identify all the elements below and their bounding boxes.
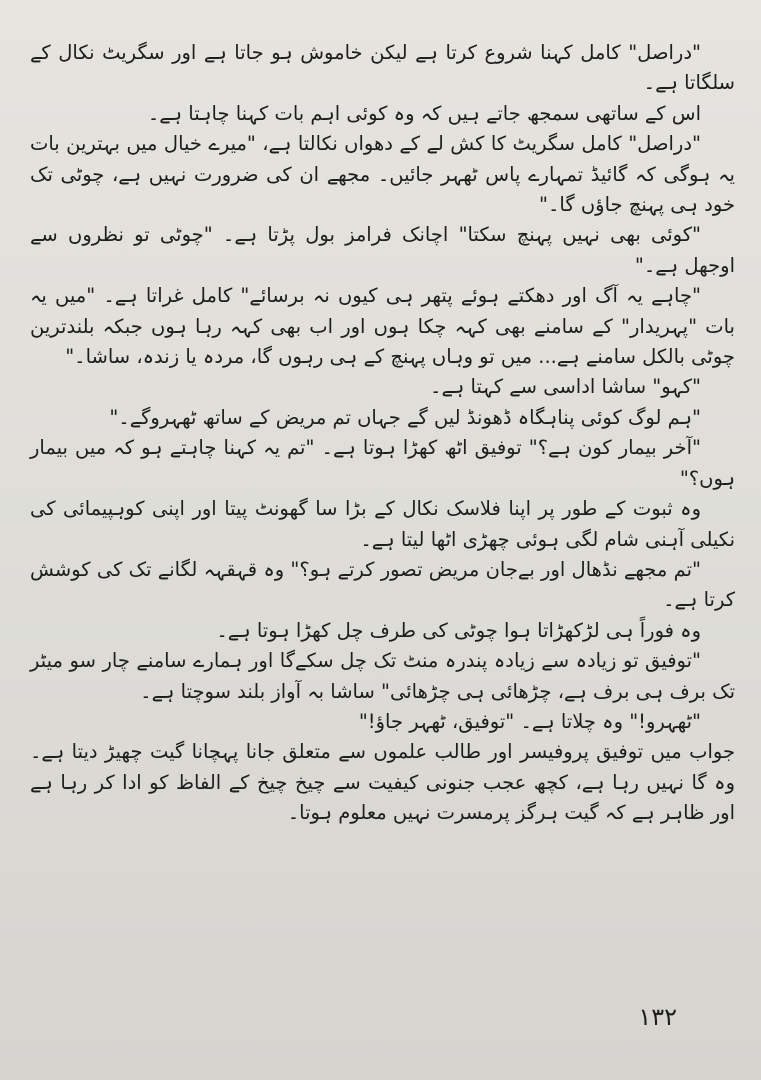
paragraph-6: "کہو" ساشا اداسی سے کہتا ہے۔ xyxy=(430,375,701,399)
paragraph-3: "دراصل" کامل سگریٹ کا کش لے کے دھواں نکالتا ہے، "میرے خیال میں بہترین بات یہ ہوگی کہ گائیڈ تمہارے پاس ٹھہر جائیں۔ مجھے ان کی ضرورت نہیں ہے، چوٹی تک خود ہی پہنچ جاؤں گا۔" xyxy=(30,132,735,217)
paragraph-2: اس کے ساتھی سمجھ جاتے ہیں کہ وہ کوئی اہم بات کہنا چاہتا ہے۔ xyxy=(147,101,701,125)
paragraph-7: "ہم لوگ کوئی پناہگاہ ڈھونڈ لیں گے جہاں تم مریض کے ساتھ ٹھہروگے۔" xyxy=(109,405,701,429)
paragraph-11: وہ فوراً ہی لڑکھڑاتا ہوا چوٹی کی طرف چل کھڑا ہوتا ہے۔ xyxy=(216,618,701,642)
paragraph-5: "چاہے یہ آگ اور دھکتے ہوئے پتھر ہی کیوں نہ برسائے" کامل غراتا ہے۔ "میں یہ بات "پہریدار" کے سامنے بھی کہہ چکا ہوں اور اب بھی کہہ رہا ہوں جبکہ بلندترین چوٹی بالکل سامنے ہے... میں تو وہاں پہنچ کے ہی رہوں گا، مردہ یا زندہ، ساشا۔" xyxy=(30,284,735,369)
paragraph-8: "آخر بیمار کون ہے؟" توفیق اٹھ کھڑا ہوتا ہے۔ "تم یہ کہنا چاہتے ہو کہ میں بیمار ہوں؟" xyxy=(30,436,735,490)
paragraph-9: وہ ثبوت کے طور پر اپنا فلاسک نکال کے بڑا سا گھونٹ پیتا اور اپنی کوہپیمائی کی نکیلی آہنی شام لگی ہوئی چھڑی اٹھا لیتا ہے۔ xyxy=(30,497,735,551)
paragraph-1: "دراصل" کامل کہنا شروع کرتا ہے لیکن خاموش ہو جاتا ہے اور سگریٹ نکال کے سلگاتا ہے۔ xyxy=(30,41,735,95)
paragraph-4: "کوئی بھی نہیں پہنچ سکتا" اچانک فرامز بول پڑتا ہے۔ "چوٹی تو نظروں سے اوجھل ہے۔" xyxy=(30,223,735,277)
page-text xyxy=(30,38,735,829)
paragraph-13: "ٹھہرو!" وہ چلاتا ہے۔ "توفیق، ٹھہر جاؤ!" xyxy=(358,709,701,733)
paragraph-10: "تم مجھے نڈھال اور بےجان مریض تصور کرتے ہو؟" وہ قہقہہ لگانے تک کی کوشش کرتا ہے۔ xyxy=(30,557,735,612)
page-number: ۱۳۲ xyxy=(638,1003,677,1031)
paragraph-12: "توفیق تو زیادہ سے زیادہ پندرہ منٹ تک چل سکےگا اور ہمارے سامنے چار سو میٹر تک برف ہی برف ہے، چڑھائی ہی چڑھائی" ساشا بہ آواز بلند سوچتا ہے۔ xyxy=(30,649,735,703)
paragraph-14: جواب میں توفیق پروفیسر اور طالب علموں سے متعلق جانا پہچانا گیت چھیڑ دیتا ہے۔ وہ گا نہیں رہا ہے، کچھ عجب جنونی کیفیت سے چیخ چیخ کے الفاظ کو ادا کر رہا ہے اور ظاہر ہے کہ گیت ہرگز پرمسرت نہیں معلوم ہوتا۔ xyxy=(30,740,735,825)
